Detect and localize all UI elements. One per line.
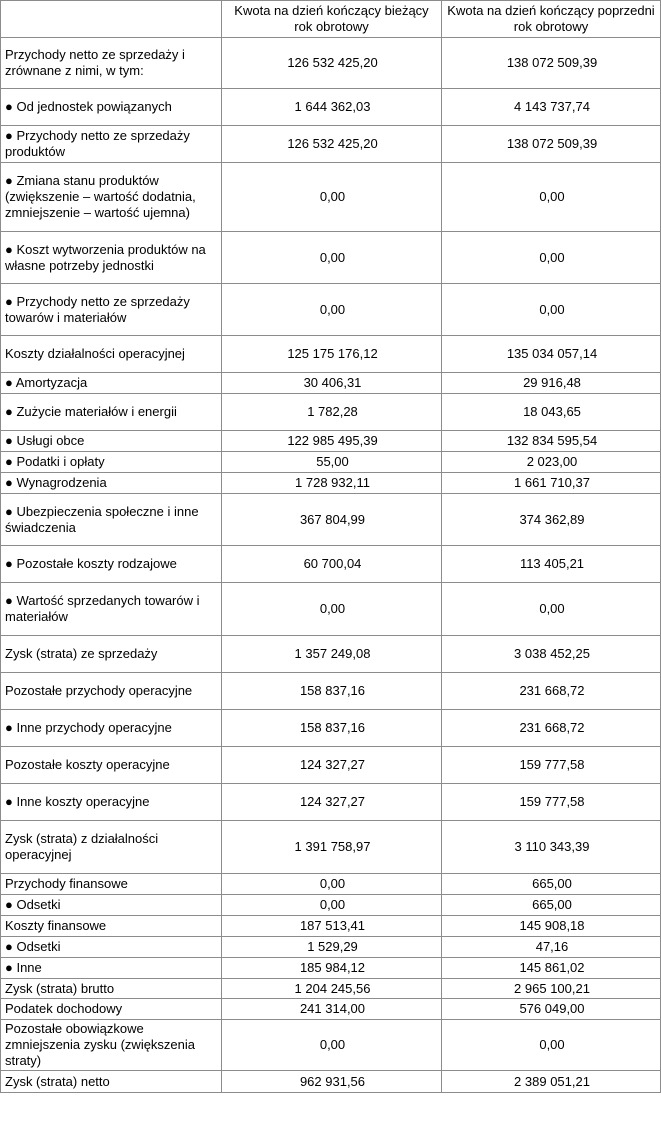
- table-row: [1, 636, 661, 673]
- previous-year-amount: 231 668,72: [442, 710, 661, 747]
- current-year-amount: 0,00: [222, 163, 442, 232]
- table-row: [1, 284, 661, 336]
- row-label: ● Wartość sprzedanych towarów i materiałów: [1, 583, 222, 636]
- table-row: [1, 431, 661, 452]
- previous-year-amount: 0,00: [442, 163, 661, 232]
- table-row: [1, 1020, 661, 1071]
- row-label: Koszty finansowe: [1, 916, 222, 937]
- row-label: Zysk (strata) ze sprzedaży: [1, 636, 222, 673]
- row-label: Zysk (strata) z działalności operacyjnej: [1, 821, 222, 874]
- current-year-amount: 30 406,31: [222, 373, 442, 394]
- table-row: [1, 232, 661, 284]
- row-label: Przychody finansowe: [1, 874, 222, 895]
- row-label: ● Usługi obce: [1, 431, 222, 452]
- previous-year-amount: 1 661 710,37: [442, 473, 661, 494]
- previous-year-amount: 374 362,89: [442, 494, 661, 546]
- row-label: ● Zużycie materiałów i energii: [1, 394, 222, 431]
- current-year-amount: 1 357 249,08: [222, 636, 442, 673]
- current-year-amount: 1 728 932,11: [222, 473, 442, 494]
- table-row: [1, 895, 661, 916]
- table-row: [1, 473, 661, 494]
- row-label: ● Inne: [1, 958, 222, 979]
- row-label: ● Koszt wytworzenia produktów na własne potrzeby jednostki: [1, 232, 222, 284]
- current-year-amount: 1 529,29: [222, 937, 442, 958]
- table-row: [1, 163, 661, 232]
- previous-year-amount: 159 777,58: [442, 784, 661, 821]
- table-row: [1, 999, 661, 1020]
- row-label: Podatek dochodowy: [1, 999, 222, 1020]
- current-year-amount: 122 985 495,39: [222, 431, 442, 452]
- previous-year-amount: 135 034 057,14: [442, 336, 661, 373]
- table-row: [1, 546, 661, 583]
- current-year-amount: 187 513,41: [222, 916, 442, 937]
- previous-year-amount: 138 072 509,39: [442, 38, 661, 89]
- table-row: [1, 874, 661, 895]
- previous-year-amount: 665,00: [442, 895, 661, 916]
- row-label: ● Podatki i opłaty: [1, 452, 222, 473]
- previous-year-amount: 2 389 051,21: [442, 1071, 661, 1093]
- row-label: ● Wynagrodzenia: [1, 473, 222, 494]
- current-year-amount: 962 931,56: [222, 1071, 442, 1093]
- previous-year-amount: 3 038 452,25: [442, 636, 661, 673]
- previous-year-amount: 47,16: [442, 937, 661, 958]
- current-year-amount: 367 804,99: [222, 494, 442, 546]
- header-current-year: Kwota na dzień kończący bieżący rok obrotowy: [222, 1, 442, 38]
- current-year-amount: 1 391 758,97: [222, 821, 442, 874]
- table-row: [1, 38, 661, 89]
- row-label: Pozostałe przychody operacyjne: [1, 673, 222, 710]
- table-row: [1, 979, 661, 999]
- previous-year-amount: 2 023,00: [442, 452, 661, 473]
- table-row: [1, 494, 661, 546]
- previous-year-amount: 4 143 737,74: [442, 89, 661, 126]
- table-row: [1, 710, 661, 747]
- previous-year-amount: 0,00: [442, 284, 661, 336]
- row-label: ● Pozostałe koszty rodzajowe: [1, 546, 222, 583]
- row-label: Zysk (strata) netto: [1, 1071, 222, 1093]
- current-year-amount: 1 782,28: [222, 394, 442, 431]
- current-year-amount: 0,00: [222, 895, 442, 916]
- table-row: [1, 784, 661, 821]
- row-label: ● Przychody netto ze sprzedaży produktów: [1, 126, 222, 163]
- current-year-amount: 185 984,12: [222, 958, 442, 979]
- previous-year-amount: 113 405,21: [442, 546, 661, 583]
- row-label: ● Odsetki: [1, 895, 222, 916]
- table-row: [1, 126, 661, 163]
- current-year-amount: 1 644 362,03: [222, 89, 442, 126]
- current-year-amount: 1 204 245,56: [222, 979, 442, 999]
- table-row: [1, 821, 661, 874]
- current-year-amount: 124 327,27: [222, 784, 442, 821]
- current-year-amount: 126 532 425,20: [222, 38, 442, 89]
- row-label: ● Inne przychody operacyjne: [1, 710, 222, 747]
- table-row: [1, 937, 661, 958]
- current-year-amount: 0,00: [222, 874, 442, 895]
- row-label: ● Przychody netto ze sprzedaży towarów i materiałów: [1, 284, 222, 336]
- previous-year-amount: 0,00: [442, 583, 661, 636]
- previous-year-amount: 231 668,72: [442, 673, 661, 710]
- row-label: ● Inne koszty operacyjne: [1, 784, 222, 821]
- row-label: ● Amortyzacja: [1, 373, 222, 394]
- table-row: [1, 336, 661, 373]
- row-label: Pozostałe koszty operacyjne: [1, 747, 222, 784]
- table-row: [1, 373, 661, 394]
- row-label: Pozostałe obowiązkowe zmniejszenia zysku (zwiększenia straty): [1, 1020, 222, 1071]
- previous-year-amount: 3 110 343,39: [442, 821, 661, 874]
- current-year-amount: 0,00: [222, 284, 442, 336]
- table-row: [1, 916, 661, 937]
- previous-year-amount: 665,00: [442, 874, 661, 895]
- current-year-amount: 0,00: [222, 232, 442, 284]
- header-label-cell: [1, 1, 222, 38]
- header-row: [1, 1, 661, 38]
- previous-year-amount: 0,00: [442, 1020, 661, 1071]
- current-year-amount: 55,00: [222, 452, 442, 473]
- previous-year-amount: 138 072 509,39: [442, 126, 661, 163]
- table-row: [1, 452, 661, 473]
- table-row: [1, 747, 661, 784]
- previous-year-amount: 0,00: [442, 232, 661, 284]
- current-year-amount: 158 837,16: [222, 710, 442, 747]
- table-row: [1, 89, 661, 126]
- table-row: [1, 958, 661, 979]
- previous-year-amount: 145 908,18: [442, 916, 661, 937]
- row-label: ● Ubezpieczenia społeczne i inne świadczenia: [1, 494, 222, 546]
- current-year-amount: 125 175 176,12: [222, 336, 442, 373]
- previous-year-amount: 29 916,48: [442, 373, 661, 394]
- current-year-amount: 0,00: [222, 583, 442, 636]
- current-year-amount: 126 532 425,20: [222, 126, 442, 163]
- table-row: [1, 1071, 661, 1093]
- table-row: [1, 673, 661, 710]
- previous-year-amount: 2 965 100,21: [442, 979, 661, 999]
- current-year-amount: 0,00: [222, 1020, 442, 1071]
- previous-year-amount: 576 049,00: [442, 999, 661, 1020]
- previous-year-amount: 132 834 595,54: [442, 431, 661, 452]
- previous-year-amount: 145 861,02: [442, 958, 661, 979]
- previous-year-amount: 18 043,65: [442, 394, 661, 431]
- current-year-amount: 158 837,16: [222, 673, 442, 710]
- previous-year-amount: 159 777,58: [442, 747, 661, 784]
- table-row: [1, 583, 661, 636]
- row-label: Zysk (strata) brutto: [1, 979, 222, 999]
- table-row: [1, 394, 661, 431]
- row-label: ● Od jednostek powiązanych: [1, 89, 222, 126]
- current-year-amount: 60 700,04: [222, 546, 442, 583]
- header-previous-year: Kwota na dzień kończący poprzedni rok obrotowy: [442, 1, 661, 38]
- row-label: Koszty działalności operacyjnej: [1, 336, 222, 373]
- row-label: ● Zmiana stanu produktów (zwiększenie – wartość dodatnia, zmniejszenie – wartość ujemna): [1, 163, 222, 232]
- row-label: Przychody netto ze sprzedaży i zrównane z nimi, w tym:: [1, 38, 222, 89]
- row-label: ● Odsetki: [1, 937, 222, 958]
- current-year-amount: 124 327,27: [222, 747, 442, 784]
- current-year-amount: 241 314,00: [222, 999, 442, 1020]
- table-body: [1, 38, 661, 1093]
